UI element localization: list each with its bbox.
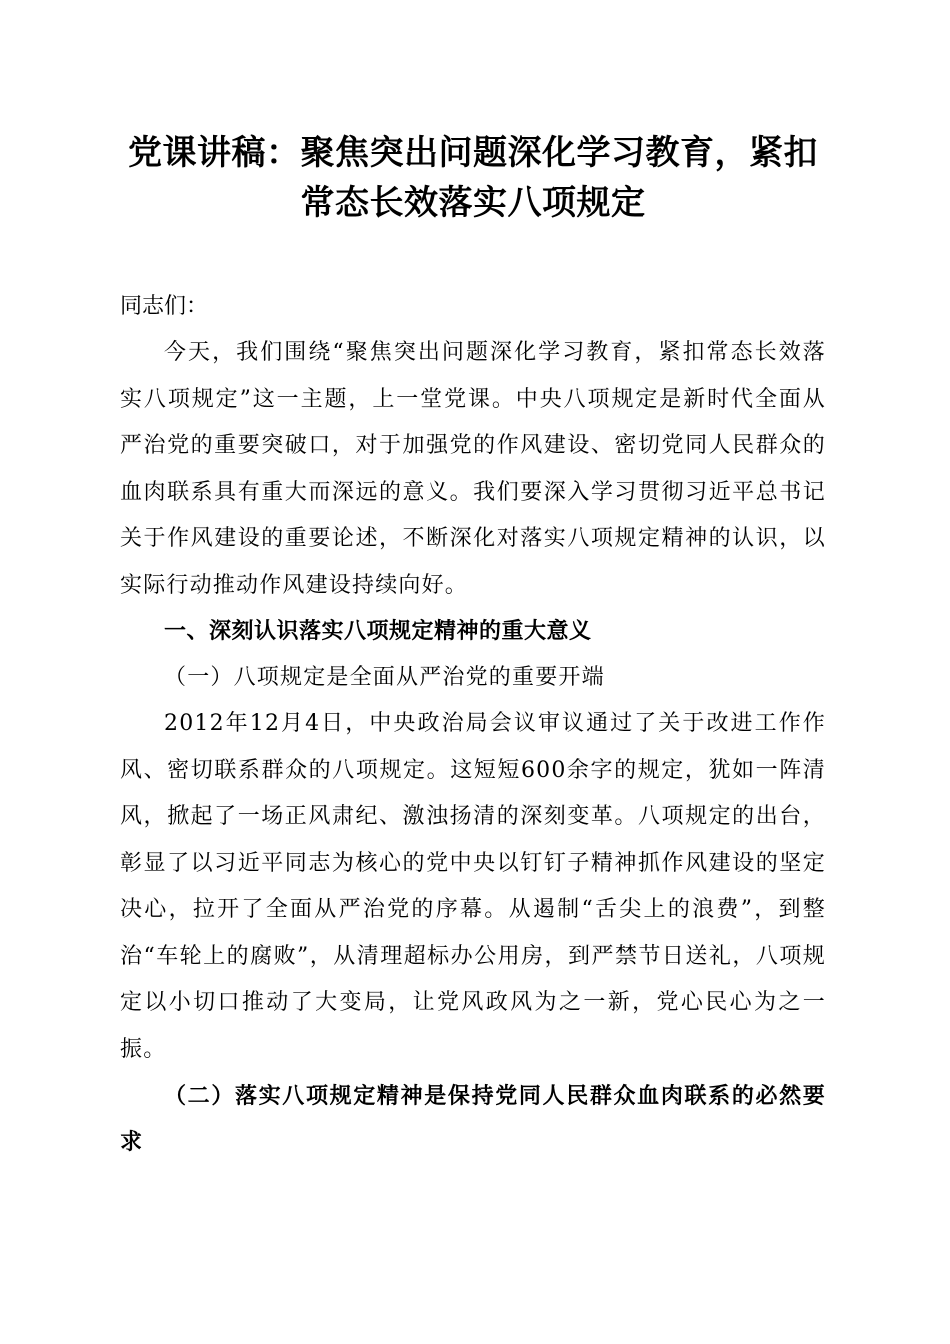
title-line-2: 常态长效落实八项规定 (300, 183, 646, 223)
document-page (120, 128, 826, 1165)
salutation: 同志们： (120, 294, 209, 319)
section-heading-1: 一、深刻认识落实八项规定精神的重大意义 (164, 619, 592, 644)
document-title (120, 128, 826, 228)
subsection-heading-1: （一）八项规定是全面从严治党的重要开端 (164, 665, 605, 690)
title-line-1: 党课讲稿：聚焦突出问题深化学习教育，紧扣 (128, 133, 818, 173)
subsection-heading-2: （二）落实八项规定精神是保持党同人民群众血肉联系的必然要求 (120, 1083, 826, 1155)
subsection-1-paragraph: 2012年12月4日，中央政治局会议审议通过了关于改进工作作风、密切联系群众的八项规定。这短短600余字的规定，犹如一阵清风，掀起了一场正风肃纪、激浊扬清的深刻变革。八项规定的出台，彰显了以习近平同志为核心的党中央以钉钉子精神抓作风建设的坚定决心，拉开了全面从严治党的序幕。从遏制“舌尖上的浪费”，到整治“车轮上的腐败”，从清理超标办公用房，到严禁节日送礼，八项规定以小切口推动了大变局，让党风政风为之一新，党心民心为之一振。 (120, 711, 826, 1062)
intro-paragraph: 今天，我们围绕“聚焦突出问题深化学习教育，紧扣常态长效落实八项规定”这一主题，上一堂党课。中央八项规定是新时代全面从严治党的重要突破口，对于加强党的作风建设、密切党同人民群众的血肉联系具有重大而深远的意义。我们要深入学习贯彻习近平总书记关于作风建设的重要论述，不断深化对落实八项规定精神的认识，以实际行动推动作风建设持续向好。 (120, 340, 826, 598)
